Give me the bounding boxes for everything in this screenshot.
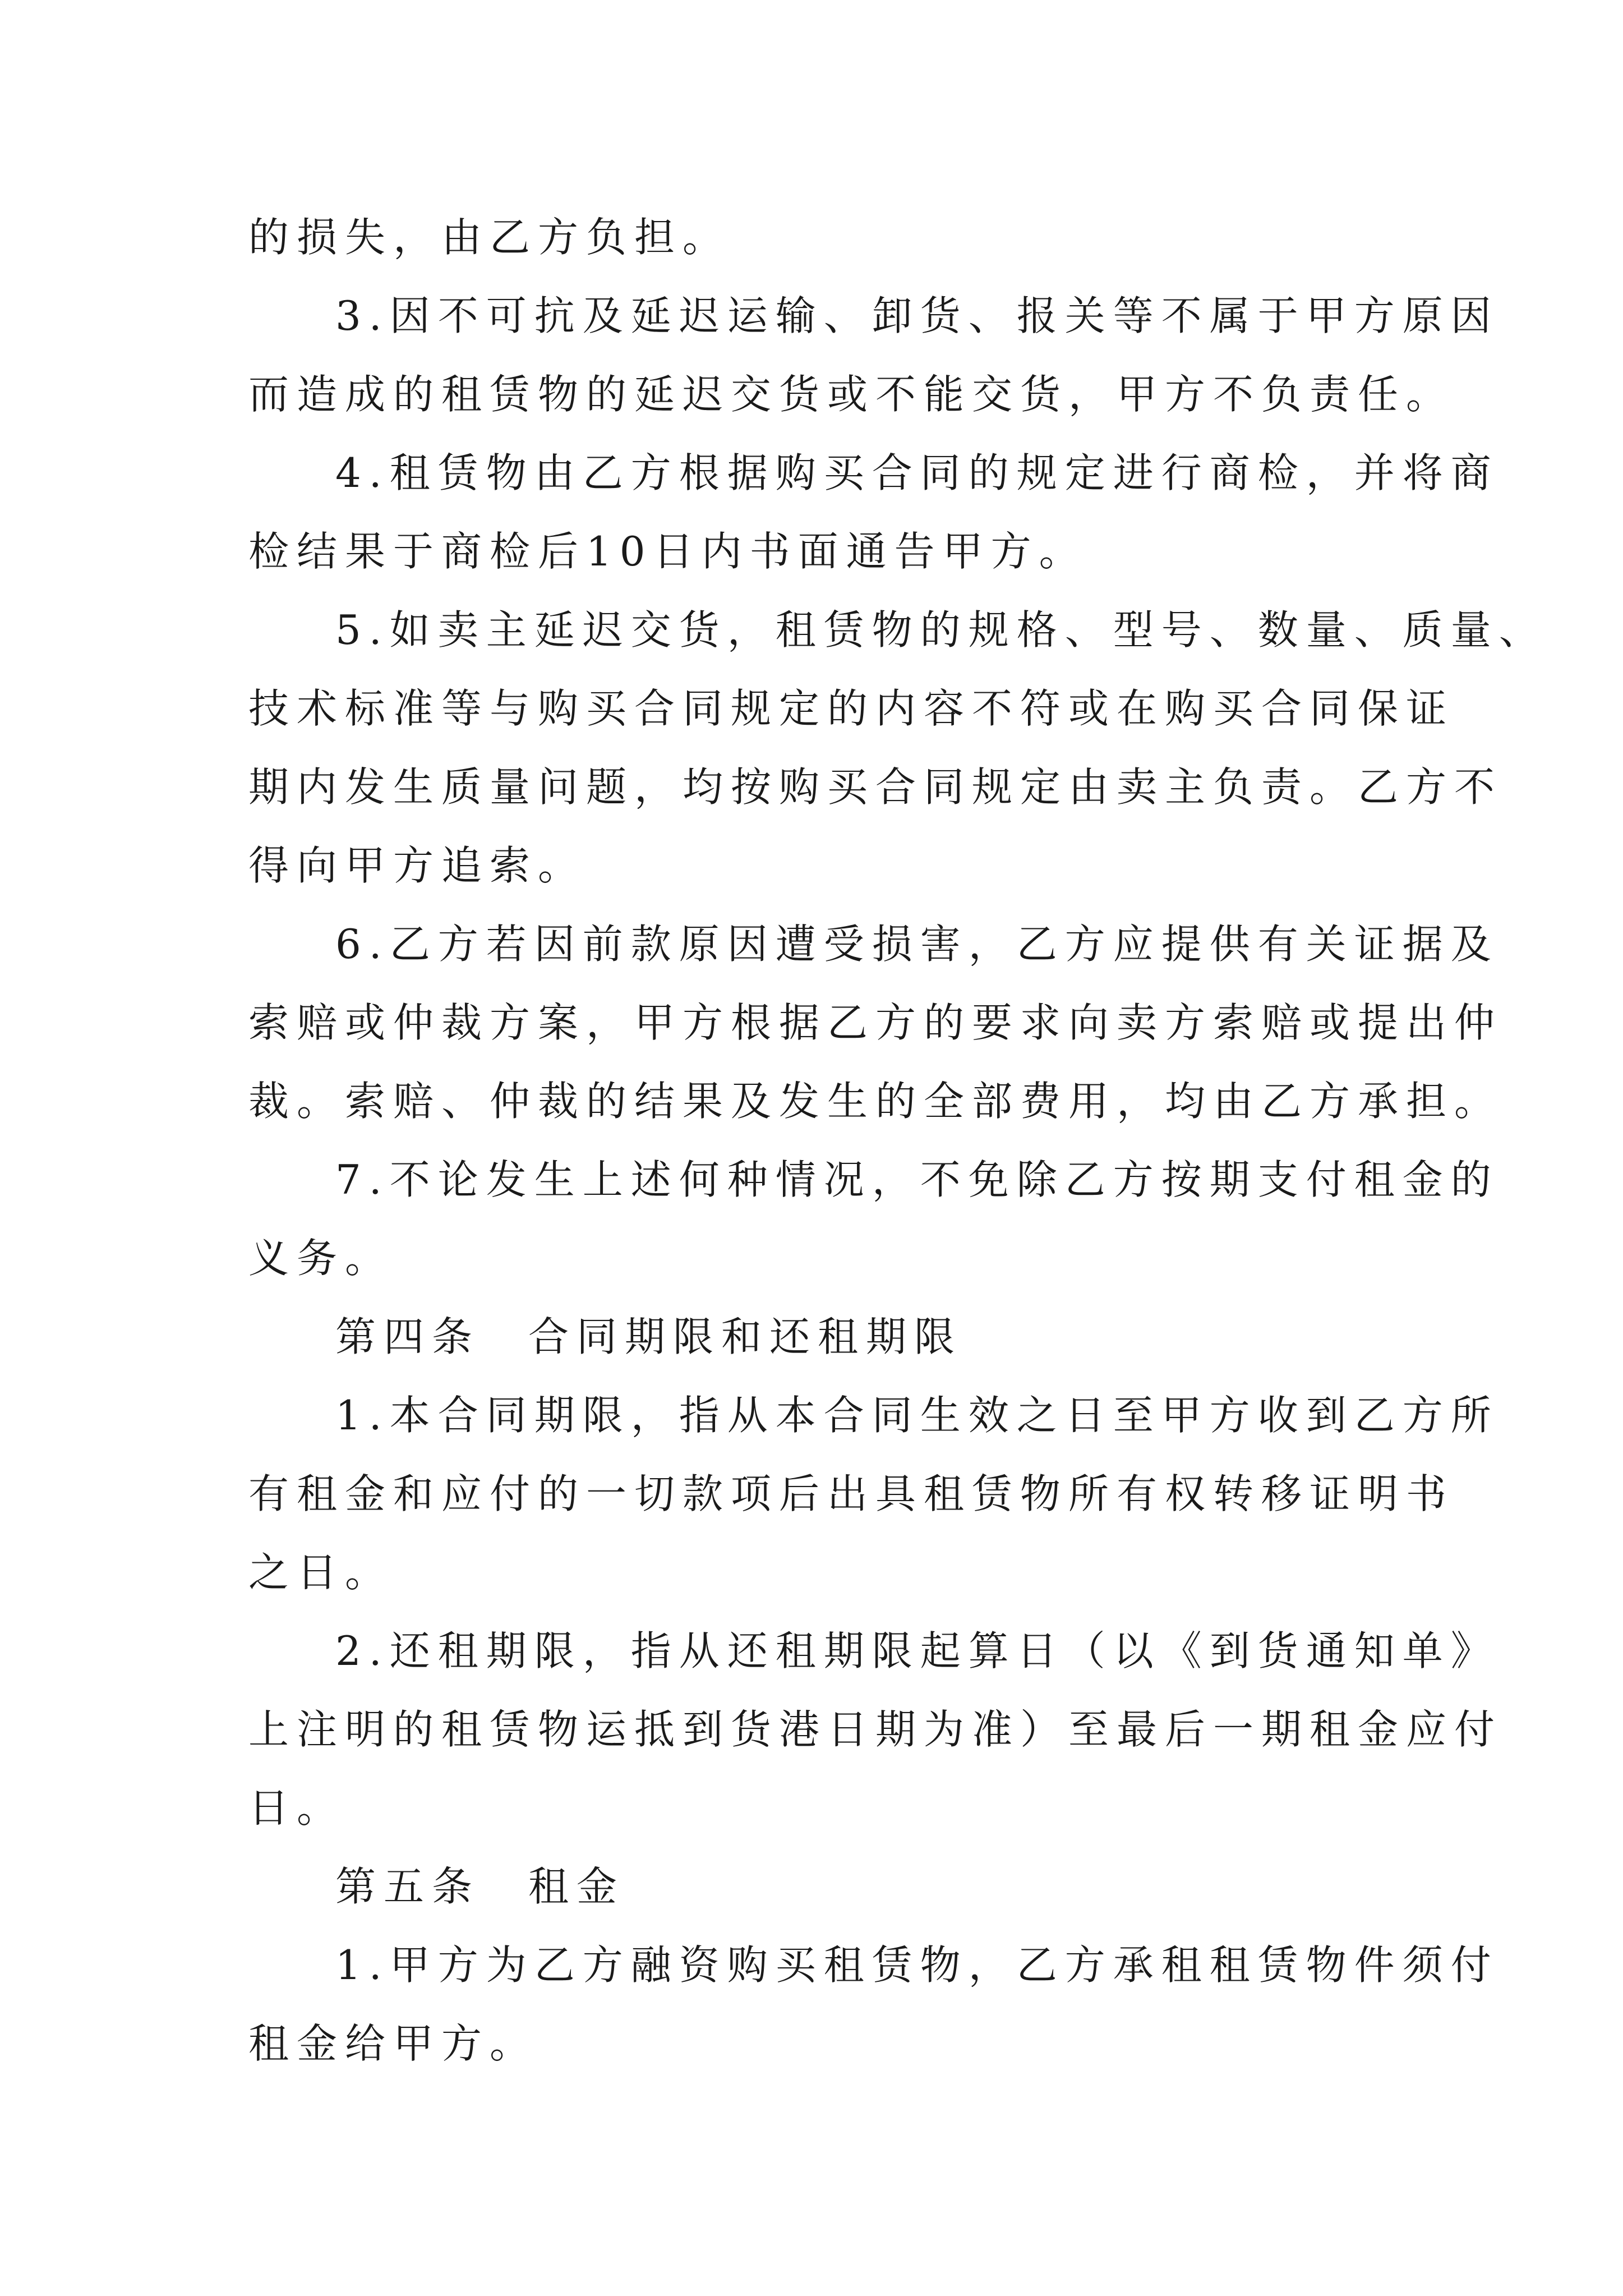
text-line: 4.租赁物由乙方根据购买合同的规定进行商检，并将商 xyxy=(335,449,1499,496)
section-heading: 第四条 合同期限和还租期限 xyxy=(335,1313,963,1360)
text-line: 义务。 xyxy=(248,1235,394,1282)
text-line: 的损失，由乙方负担。 xyxy=(248,214,731,261)
text-line: 1.本合同期限，指从本合同生效之日至甲方收到乙方所 xyxy=(335,1392,1499,1439)
text-line: 2.还租期限，指从还租期限起算日（以《到货通知单》 xyxy=(335,1627,1499,1674)
text-line: 得向甲方追索。 xyxy=(248,842,587,889)
text-line: 租金给甲方。 xyxy=(248,2020,538,2067)
text-line: 3.因不可抗及延迟运输、卸货、报关等不属于甲方原因 xyxy=(335,292,1499,339)
text-line: 索赔或仲裁方案，甲方根据乙方的要求向卖方索赔或提出仲 xyxy=(248,999,1503,1046)
text-line: 技术标准等与购买合同规定的内容不符或在购买合同保证 xyxy=(248,685,1455,732)
text-line: 日。 xyxy=(248,1784,345,1832)
section-heading: 第五条 租金 xyxy=(335,1863,625,1910)
text-line: 有租金和应付的一切款项后出具租赁物所有权转移证明书 xyxy=(248,1470,1455,1517)
text-line: 检结果于商检后10日内书面通告甲方。 xyxy=(248,528,1087,575)
text-line: 6.乙方若因前款原因遭受损害，乙方应提供有关证据及 xyxy=(335,921,1499,968)
text-line: 1.甲方为乙方融资购买租赁物，乙方承租租赁物件须付 xyxy=(335,1941,1499,1989)
text-line: 7.不论发生上述何种情况，不免除乙方按期支付租金的 xyxy=(335,1156,1499,1203)
text-line: 5.如卖主延迟交货，租赁物的规格、型号、数量、质量、 xyxy=(335,606,1547,654)
text-line: 期内发生质量问题，均按购买合同规定由卖主负责。乙方不 xyxy=(248,763,1503,811)
text-line: 之日。 xyxy=(248,1549,394,1596)
text-line: 而造成的租赁物的延迟交货或不能交货，甲方不负责任。 xyxy=(248,371,1455,418)
text-line: 上注明的租赁物运抵到货港日期为准）至最后一期租金应付 xyxy=(248,1706,1503,1753)
text-line: 裁。索赔、仲裁的结果及发生的全部费用，均由乙方承担。 xyxy=(248,1078,1503,1125)
